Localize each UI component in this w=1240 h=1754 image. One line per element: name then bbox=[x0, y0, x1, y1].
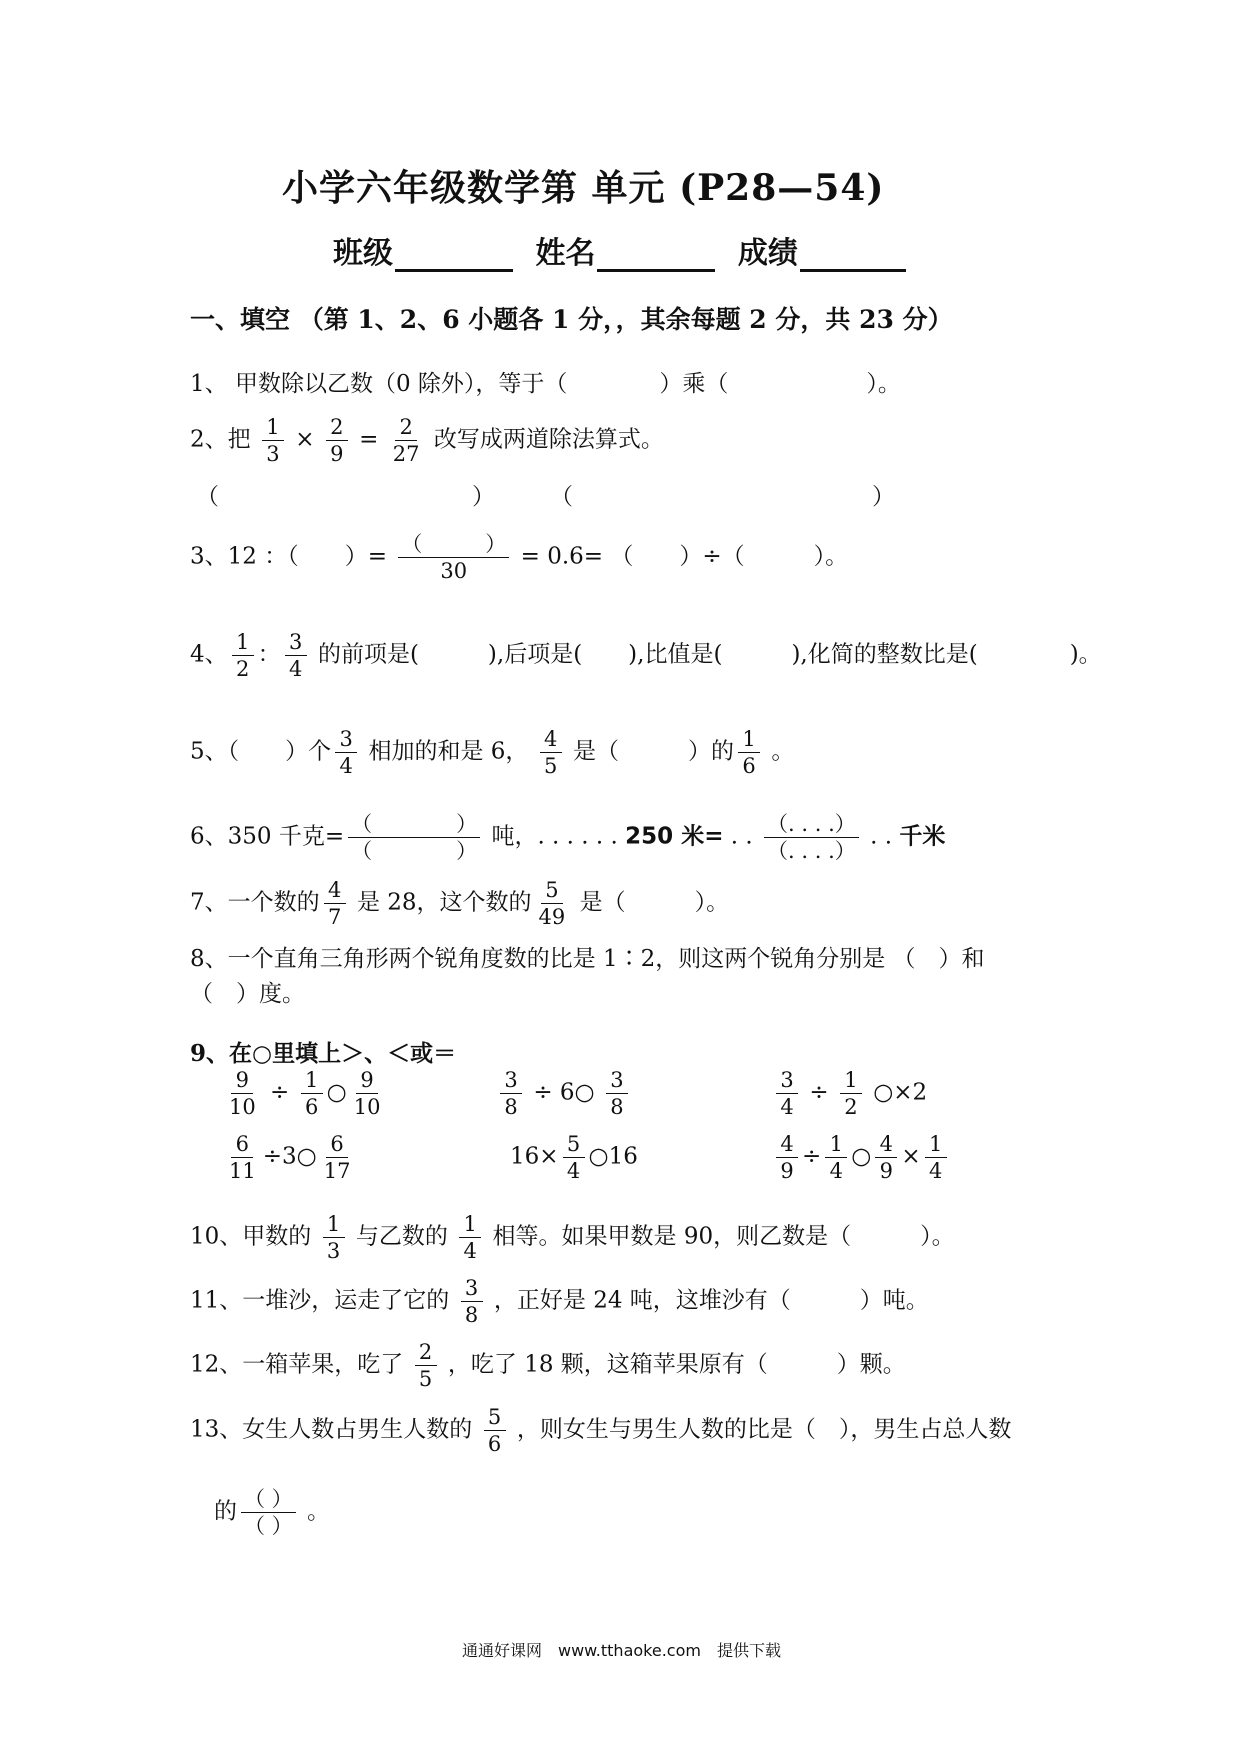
question-7 bbox=[190, 878, 729, 929]
q5-mid: 相加的和是 6， bbox=[368, 738, 529, 765]
fraction: $\frac{( )}{( )}$ bbox=[348, 812, 480, 863]
fraction: $\frac{( )}{30}$ bbox=[398, 532, 509, 583]
q9-head-text: 9、在○里填上＞、＜或＝ bbox=[190, 1040, 457, 1067]
score-label: 成绩 bbox=[737, 236, 798, 271]
fraction: $\frac{1}{2}$ bbox=[840, 1068, 862, 1119]
fraction: $\frac{1}{4}$ bbox=[925, 1132, 947, 1183]
q3-prefix: 3、12 ：（ ）= bbox=[190, 543, 387, 570]
q13-prefix: 13、女生人数占男生人数的 bbox=[190, 1416, 473, 1443]
question-11 bbox=[190, 1276, 929, 1327]
q2-suffix: 改写成两道除法算式。 bbox=[433, 426, 664, 453]
fraction: $\frac{4}{7}$ bbox=[324, 878, 346, 929]
question-3 bbox=[190, 532, 848, 583]
fraction: $\frac{(. . . .)}{(. . . .)}$ bbox=[764, 812, 859, 863]
fraction: $\frac{3}{4}$ bbox=[335, 727, 357, 778]
q12-prefix: 12、一箱苹果，吃了 bbox=[190, 1351, 404, 1378]
q6-mid: 吨，. . . . . . bbox=[491, 823, 618, 850]
fraction: $\frac{5}{6}$ bbox=[484, 1405, 506, 1456]
q11-prefix: 11、一堆沙，运走了它的 bbox=[190, 1287, 450, 1314]
header-row bbox=[333, 228, 918, 272]
question-9-head bbox=[190, 1035, 456, 1068]
question-6 bbox=[190, 812, 945, 863]
footer-credit: 通通好课网 www.tthaoke.com 提供下载 bbox=[462, 1641, 781, 1660]
q13-suffix: ，则女生与男生人数的比是（ ），男生占总人数 bbox=[516, 1416, 1012, 1443]
compare-tail[interactable]: ○×2 bbox=[873, 1079, 928, 1106]
fraction: $\frac{( )}{( )}$ bbox=[241, 1487, 296, 1538]
times-sign: × bbox=[295, 426, 315, 453]
divide-compare[interactable]: ÷3○ bbox=[262, 1143, 317, 1170]
q9-item-1 bbox=[222, 1068, 387, 1119]
q6-250m: 250 米= bbox=[625, 823, 724, 850]
times-prefix: 16× bbox=[510, 1143, 559, 1170]
fraction: $\frac{1}{2}$ bbox=[232, 630, 254, 681]
fraction: $\frac{2}{5}$ bbox=[415, 1340, 437, 1391]
q5-suffix: 。 bbox=[771, 738, 795, 765]
name-field[interactable] bbox=[597, 239, 715, 272]
section-heading: 一、填空 （第 1、2、6 小题各 1 分，，其余每题 2 分，共 23 分） bbox=[190, 305, 953, 334]
q4-suffix: 的前项是( ),后项是( ),比值是( ),化简的整数比是( )。 bbox=[317, 641, 1102, 668]
q5-prefix: 5、（ ）个 bbox=[190, 738, 332, 765]
divide-compare[interactable]: ÷ 6○ bbox=[533, 1079, 595, 1106]
fraction: $\frac{1}{6}$ bbox=[738, 727, 760, 778]
question-10 bbox=[190, 1212, 955, 1263]
question-12 bbox=[190, 1340, 906, 1391]
equals-sign: = bbox=[359, 426, 379, 453]
q2-blank-1: （ ） bbox=[196, 484, 495, 510]
question-1: 1、 甲数除以乙数（0 除外），等于（ ）乘（ ）。 bbox=[190, 371, 901, 397]
class-field[interactable] bbox=[395, 239, 513, 272]
q3-suffix: = 0.6= （ ）÷（ ）。 bbox=[520, 543, 849, 570]
question-5 bbox=[190, 727, 794, 778]
divide-sign: ÷ bbox=[802, 1143, 822, 1170]
q10-prefix: 10、甲数的 bbox=[190, 1223, 312, 1250]
q2-prefix: 2、把 bbox=[190, 426, 251, 453]
compare-tail[interactable]: ○16 bbox=[588, 1143, 638, 1170]
name-label: 姓名 bbox=[535, 236, 596, 271]
fraction: $\frac{6}{11}$ bbox=[229, 1132, 256, 1184]
q6-prefix: 6、350 千克= bbox=[190, 823, 345, 850]
fraction: $\frac{4}{9}$ bbox=[776, 1132, 798, 1183]
question-2 bbox=[190, 415, 664, 466]
fraction: $\frac{2}{9}$ bbox=[326, 415, 348, 466]
divide-sign: ÷ bbox=[809, 1079, 829, 1106]
fraction: $\frac{1}{6}$ bbox=[301, 1068, 323, 1119]
fraction: $\frac{4}{5}$ bbox=[540, 727, 562, 778]
colon: ： bbox=[257, 641, 281, 668]
q6-dots2: . . bbox=[870, 823, 893, 850]
fraction: $\frac{3}{4}$ bbox=[776, 1068, 798, 1119]
fraction: $\frac{5}{4}$ bbox=[563, 1132, 585, 1183]
fraction: $\frac{1}{4}$ bbox=[459, 1212, 481, 1263]
q13-line2-prefix: 的 bbox=[214, 1498, 237, 1525]
fraction: $\frac{1}{4}$ bbox=[825, 1132, 847, 1183]
fraction: $\frac{1}{3}$ bbox=[323, 1212, 345, 1263]
q7-prefix: 7、一个数的 bbox=[190, 889, 320, 916]
fraction: $\frac{9}{10}$ bbox=[229, 1068, 256, 1120]
q10-suffix: 相等。如果甲数是 90，则乙数是（ ）。 bbox=[492, 1223, 955, 1250]
q9-item-3 bbox=[772, 1068, 927, 1119]
fraction: $\frac{4}{9}$ bbox=[875, 1132, 897, 1183]
q12-suffix: ，吃了 18 颗，这箱苹果原有（ ）颗。 bbox=[447, 1351, 906, 1378]
q5-mid2: 是（ ）的 bbox=[573, 738, 735, 765]
q6-dots: . . bbox=[730, 823, 761, 850]
q11-suffix: ，正好是 24 吨，这堆沙有（ ）吨。 bbox=[493, 1287, 929, 1314]
divide-sign: ÷ bbox=[270, 1079, 290, 1106]
compare-circle[interactable]: ○ bbox=[851, 1143, 872, 1170]
fraction: $\frac{6}{17}$ bbox=[323, 1132, 351, 1184]
q7-suffix: 是（ ）。 bbox=[579, 889, 730, 916]
question-13 bbox=[190, 1405, 1011, 1456]
fraction: $\frac{9}{10}$ bbox=[353, 1068, 381, 1120]
page-title: 小学六年级数学第 单元 (P28—54) bbox=[282, 167, 885, 209]
fraction: $\frac{3}{4}$ bbox=[285, 630, 307, 681]
question-4 bbox=[190, 630, 1102, 681]
q6-km: 千米 bbox=[899, 823, 946, 850]
q9-item-5 bbox=[510, 1132, 638, 1183]
times-sign: × bbox=[901, 1143, 921, 1170]
q4-prefix: 4、 bbox=[190, 641, 228, 668]
q13-end: 。 bbox=[307, 1498, 330, 1525]
question-8-line-1: 8、一个直角三角形两个锐角度数的比是 1∶2，则这两个锐角分别是 （ ）和 bbox=[190, 946, 985, 972]
fraction: $\frac{3}{8}$ bbox=[500, 1068, 522, 1119]
fraction: $\frac{5}{49}$ bbox=[538, 878, 566, 930]
class-label: 班级 bbox=[333, 236, 393, 271]
fraction: $\frac{3}{8}$ bbox=[461, 1276, 483, 1327]
q10-mid: 与乙数的 bbox=[355, 1223, 448, 1250]
question-13-line-2 bbox=[214, 1487, 330, 1538]
score-field[interactable] bbox=[800, 239, 906, 272]
fraction: $\frac{3}{8}$ bbox=[606, 1068, 628, 1119]
q2-blank-2: （ ） bbox=[550, 484, 895, 510]
q9-item-4 bbox=[222, 1132, 357, 1183]
fraction: $\frac{2}{27}$ bbox=[392, 415, 420, 467]
question-8-line-2: （ ）度。 bbox=[190, 981, 305, 1007]
fraction: $\frac{1}{3}$ bbox=[262, 415, 284, 466]
q7-mid: 是 28，这个数的 bbox=[356, 889, 532, 916]
q9-item-2 bbox=[496, 1068, 632, 1119]
q9-item-6 bbox=[772, 1132, 951, 1183]
compare-circle[interactable]: ○ bbox=[326, 1079, 347, 1106]
